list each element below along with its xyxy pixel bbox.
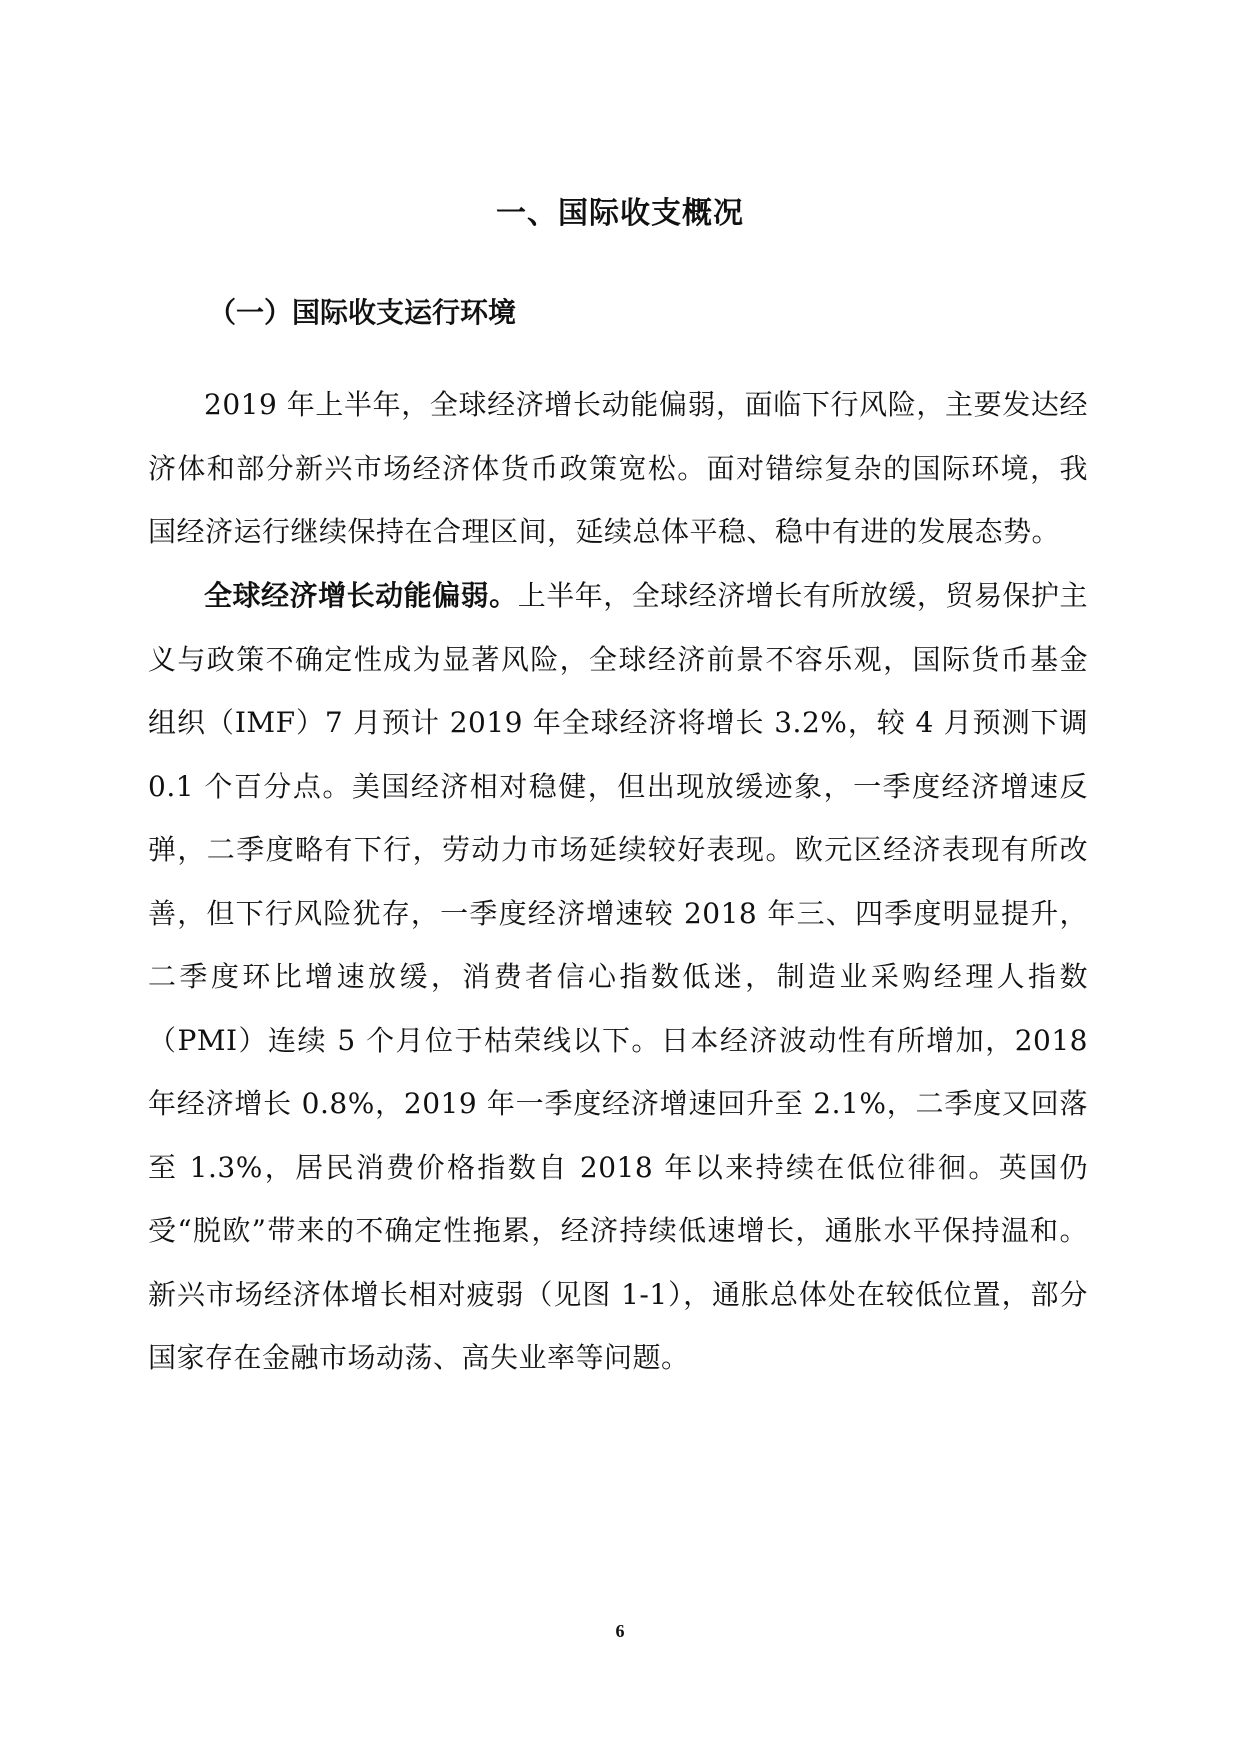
paragraph-lead-sentence: 全球经济增长动能偏弱。 [204, 579, 518, 612]
section-title: 一、国际收支概况 [496, 196, 744, 231]
paragraph-body-text: 上半年，全球经济增长有所放缓，贸易保护主义与政策不确定性成为显著风险，全球经济前景不容乐观，国际货币基金组织（IMF）7 月预计 2019 年全球经济将增长 3.2%，较 4 月预测下调 0.1 个百分点。美国经济相对稳健，但出现放缓迹象，一季度经济增速反弹，二季度略有下行，劳动力市场延续较好表现。欧元区经济表现有所改善，但下行风险犹存，一季度经济增速较 2018 年三、四季度明显提升，二季度环比增速放缓，消费者信心指数低迷，制造业采购经理人指数（PMI）连续 5 个月位于枯荣线以下。日本经济波动性有所增加，2018 年经济增长 0.8%，2019 年一季度经济增速回升至 2.1%，二季度又回落至 1.3%，居民消费价格指数自 2018 年以来持续在低位徘徊。英国仍受“脱欧”带来的不确定性拖累，经济持续低速增长，通胀水平保持温和。新兴市场经济体增长相对疲弱（见图 1-1），通胀总体处在较低位置，部分国家存在金融市场动荡、高失业率等问题。 [148, 579, 1088, 1374]
paragraph-global-economy [148, 564, 1088, 1390]
page-number: 6 [615, 1621, 625, 1641]
subsection-title: （一）国际收支运行环境 [208, 296, 517, 329]
paragraph-environment-overview: 2019 年上半年，全球经济增长动能偏弱，面临下行风险，主要发达经济体和部分新兴市场经济体货币政策宽松。面对错综复杂的国际环境，我国经济运行继续保持在合理区间，延续总体平稳、稳中有进的发展态势。 [148, 388, 1088, 548]
